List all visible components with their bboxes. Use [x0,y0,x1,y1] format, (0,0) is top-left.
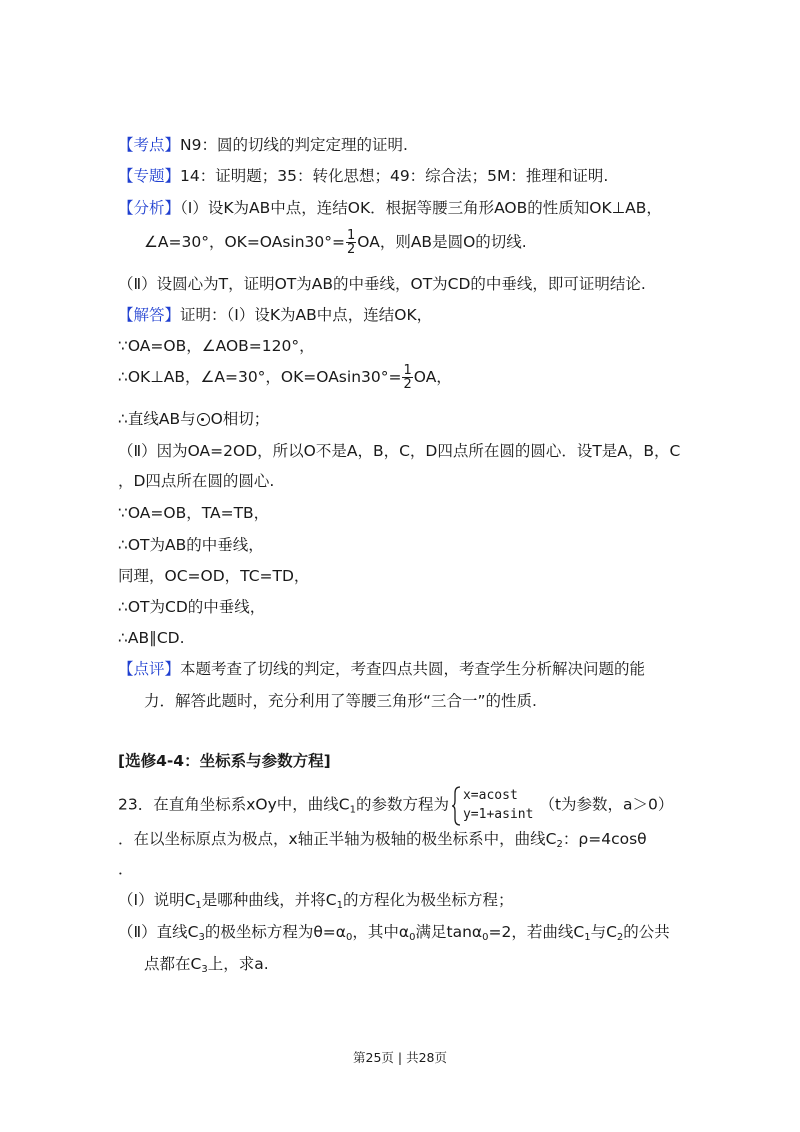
subscript: 0 [409,932,416,943]
circle-dot-icon [197,413,210,426]
q23-text-2b: ：ρ=4cosθ [562,830,647,848]
jieda-text-6: ∵OA=OB，TA=TB， [118,504,270,522]
subscript: 0 [346,932,353,943]
q23-part-3 [144,953,269,975]
q23-part-1 [118,889,514,911]
q23-line-3 [118,858,134,880]
fenxi-text-2a: ∠A=30°，OK=OAsin30°= [144,233,346,251]
jieda-tag: 【解答】 [118,306,181,324]
jieda-text-7: ∴OT为AB的中垂线， [118,536,264,554]
jieda-line-8 [118,565,309,587]
fenxi-text-2b: OA，则AB是圆O的切线. [357,233,527,251]
jieda-line-1 [118,335,315,357]
subscript: 2 [616,932,624,943]
jieda-text-1: ∵OA=OB，∠AOB=120°， [118,337,315,355]
kaodian-tag: 【考点】 [118,136,181,154]
q23-line-2 [118,828,647,850]
fraction-numerator: 1 [347,228,356,243]
kaodian-text: N9：圆的切线的判定定理的证明. [180,136,408,154]
q23-text-1a: 23．在直角坐标系xOy中，曲线C [118,795,350,814]
q23-p2-b: 的极坐标方程为θ=α [204,923,347,941]
jieda-text-9: ∴OT为CD的中垂线， [118,598,266,616]
fenxi-line-1 [118,197,662,219]
equation-y: y=1+asint [462,807,534,822]
jieda-line-3 [118,408,269,430]
jieda-text-2a: ∴OK⊥AB，∠A=30°，OK=OAsin30°= [118,368,402,386]
section-title: [选修4-4：坐标系与参数方程] [118,752,331,770]
jieda-text-3b: O相切； [210,410,270,428]
fraction-one-half [346,229,356,256]
q23-p2-g: 的公共 [623,923,670,941]
subscript: 0 [482,932,489,943]
jieda-text-8: 同理，OC=OD，TC=TD， [118,567,310,585]
dianping-tag: 【点评】 [118,660,181,678]
q23-text-2a: ．在以坐标原点为极点，x轴正半轴为极轴的极坐标系中，曲线C [118,830,557,848]
q23-p2-e: =2，若曲线C [488,923,585,941]
jieda-line-9 [118,596,265,618]
subscript: 1 [195,900,202,911]
jieda-line-2 [118,364,452,391]
subscript: 1 [349,804,356,816]
q23-text-1c: （t为参数，a＞0） [539,795,674,814]
jieda-text-3a: ∴直线AB与 [118,410,196,428]
q23-text-1b: 的参数方程为 [355,795,449,814]
q23-p2-c: ，其中α [352,923,410,941]
fraction-denominator: 2 [347,242,356,257]
jieda-line-6 [118,502,269,524]
fraction-one-half [402,364,412,391]
fenxi-text-3: （Ⅱ）设圆心为T，证明OT为AB的中垂线，OT为CD的中垂线，即可证明结论. [118,275,646,293]
q23-p2-a: （Ⅱ）直线C [118,923,199,941]
jieda-line-7 [118,534,264,556]
jieda-line-4 [118,440,680,462]
page-footer: 第25页 | 共28页 [353,1050,447,1065]
dianping-line-2 [144,690,537,712]
dianping-text-2: 力．解答此题时，充分利用了等腰三角形“三合一”的性质. [144,692,537,710]
equation-x: x=acost [462,788,518,803]
fraction-numerator: 1 [403,363,412,378]
q23-p2-d: 满足tanα [415,923,483,941]
jieda-line-5 [118,470,274,492]
fenxi-tag: 【分析】 [118,199,181,217]
jieda-text-2b: OA， [413,368,452,386]
q23-line-1 [118,786,673,824]
dianping-line-1 [118,658,645,680]
subscript: 1 [584,932,591,943]
zhuanti-tag: 【专题】 [118,167,181,185]
fenxi-line-2 [144,229,527,256]
q23-p2-f: 与C [590,923,617,941]
jieda-text-4: （Ⅱ）因为OA=2OD，所以O不是A，B，C，D四点所在圆的圆心．设T是A，B，C [118,442,681,460]
jieda-head: 证明：（Ⅰ）设K为AB中点，连结OK， [180,306,433,324]
left-brace-icon [451,786,461,826]
dianping-text-1: 本题考查了切线的判定，考查四点共圆，考查学生分析解决问题的能 [180,660,646,678]
q23-p1-a: （Ⅰ）说明C [118,891,196,909]
zhuanti-line [118,165,608,187]
q23-p3-a: 点都在C [144,955,202,973]
q23-p3-b: 上，求a. [207,955,269,973]
parametric-equation-system [451,786,533,824]
jieda-text-10: ∴AB∥CD. [118,629,185,647]
zhuanti-text: 14：证明题；35：转化思想；49：综合法；5M：推理和证明. [180,167,609,185]
q23-p1-b: 是哪种曲线，并将C [201,891,337,909]
subscript: 1 [336,900,343,911]
jieda-text-5: ，D四点所在圆的圆心. [118,472,275,490]
jieda-line-head [118,304,432,326]
q23-text-3: ． [118,860,134,878]
kaodian-line [118,134,408,156]
subscript: 3 [201,964,208,975]
fenxi-text-1: （Ⅰ）设K为AB中点，连结OK．根据等腰三角形AOB的性质知OK⊥AB， [180,199,662,217]
q23-part-2 [118,921,670,943]
subscript: 2 [556,839,563,850]
subscript: 3 [198,932,205,943]
jieda-line-10 [118,627,185,649]
fenxi-line-3 [118,273,646,295]
fraction-denominator: 2 [403,377,412,392]
q23-p1-c: 的方程化为极坐标方程； [342,891,514,909]
